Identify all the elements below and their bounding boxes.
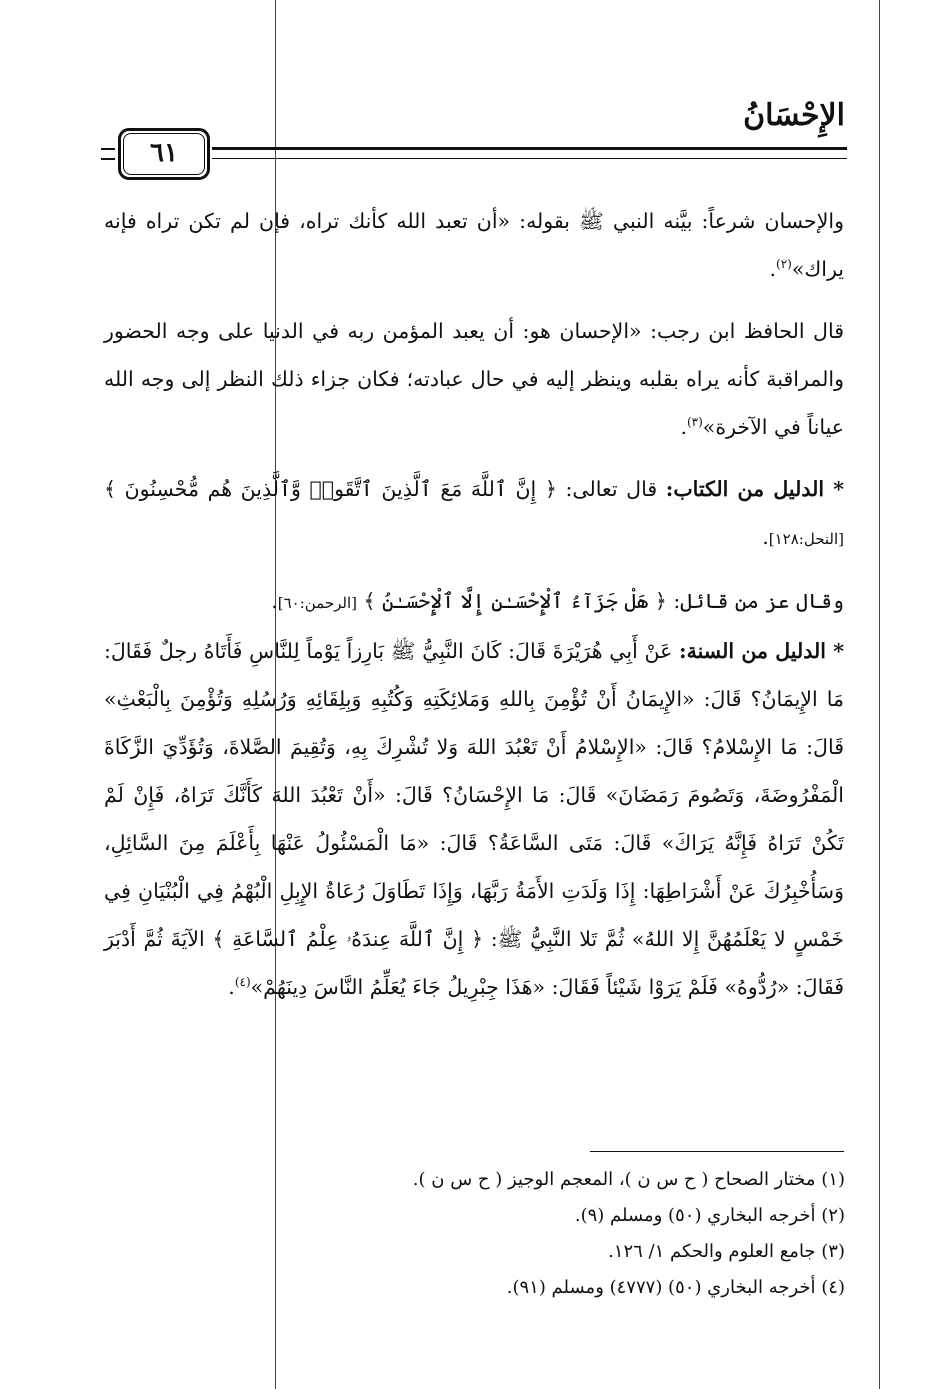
verse-text: وقال عز من قائل: ﴿ هَلْ جَزَآءُ ٱلْإِحْسَـٰنِ إِلَّا ٱلْإِحْسَـٰنُ ﴾	[363, 589, 844, 613]
scan-margin-line	[879, 0, 880, 1389]
hadith-text: عَنْ أَبِي هُرَيْرَةَ قَالَ: كَانَ النَّبِيُّ ﷺ بَارِزاً يَوْماً لِلنَّاسِ فَأَتَاهُ رجلٌ فَقَالَ: مَا الإِيمَانُ؟ قَالَ: «الإِيمَانُ أَنْ تُؤْمِنَ بِاللهِ وَمَلائِكَتِهِ وَكُتُبِهِ وَبِلِقَائِهِ وَرُسُلِهِ وَتُؤْمِنَ بِالْبَعْثِ» قَالَ: مَا الإِسْلامُ؟ قَالَ: «الإِسْلامُ أَنْ تَعْبُدَ اللهَ وَلا تُشْرِكَ بِهِ، وَتُقِيمَ الصَّلاةَ، وَتُؤَدِّيَ الزَّكَاةَ الْمَفْرُوضَةَ، وَتَصُومَ رَمَضَانَ» قَالَ: مَا الإِحْسَانُ؟ قَالَ: «أَنْ تَعْبُدَ اللهَ كَأَنَّكَ تَرَاهُ، فَإِنْ لَمْ تَكُنْ تَرَاهُ فَإِنَّهُ يَرَاكَ» قَالَ: مَتَى السَّاعَةُ؟ قَالَ: «مَا الْمَسْئُولُ عَنْهَا بِأَعْلَمَ مِنَ السَّائِلِ، وَسَأُخْبِرُكَ عَنْ أَشْرَاطِهَا: إِذَا وَلَدَتِ الأَمَةُ رَبَّهَا، وَإِذَا تَطَاوَلَ رُعَاةُ الإِبِلِ الْبُهْمُ فِي الْبُنْيَانِ فِي خَمْسٍ لا يَعْلَمُهُنَّ إِلا اللهُ» ثُمَّ تَلا النَّبِيُّ ﷺ: ﴿ إِنَّ ٱللَّهَ عِندَهُۥ عِلْمُ ٱلسَّاعَةِ ﴾ الآيَةَ ثُمَّ أَدْبَرَ فَقَالَ: «رُدُّوهُ» فَلَمْ يَرَوْا شَيْئاً فَقَالَ: «هَذَا جِبْرِيلُ جَاءَ يُعَلِّمُ النَّاسَ دِينَهُمْ»	[104, 639, 844, 999]
footnote: (٤) أخرجه البخاري (٥٠) (٤٧٧٧) ومسلم (٩١).	[506, 1277, 845, 1298]
paragraph: والإحسان شرعاً: بيَّنه النبي ﷺ بقوله: «أن تعبد الله كأنك تراه، فإن لم تكن تراه فإنه يراك»$^{(٢)}$.	[104, 209, 844, 281]
verse-text: قال تعالى: ﴿ إِنَّ ٱللَّهَ مَعَ ٱلَّذِينَ ٱتَّقَوا۟ وَّٱلَّذِينَ هُم مُّحْسِنُونَ ﴾	[104, 477, 658, 501]
page-number: ٦١	[150, 138, 178, 168]
main-text	[104, 197, 844, 1011]
running-title: الإِحْسَانُ	[743, 98, 845, 133]
footnote-ref: (٤)	[234, 975, 251, 989]
footnote-ref: (٣)	[686, 415, 703, 429]
section-label: * الدليل من السنة:	[679, 639, 844, 663]
paragraph: قال الحافظ ابن رجب: «الإحسان هو: أن يعبد المؤمن ربه في الدنيا على وجه الحضور والمراقبة كأنه يراه بقلبه وينظر إليه في حال عبادته؛ فكان جزاء ذلك النظر إلى وجه الله عياناً في الآخرة»$^{(٣)}$.	[104, 319, 844, 439]
footnote-separator	[590, 1151, 844, 1152]
paragraph: * الدليل من الكتاب: قال تعالى: ﴿ إِنَّ ٱللَّهَ مَعَ ٱلَّذِينَ ٱتَّقَوا۟ وَّٱلَّذِينَ هُم مُّحْسِنُونَ ﴾ [النحل:١٢٨].	[104, 477, 844, 549]
footnote: (٣) جامع العلوم والحكم ١/ ١٢٦.	[608, 1241, 845, 1262]
paragraph: * الدليل من السنة: عَنْ أَبِي هُرَيْرَةَ قَالَ: كَانَ النَّبِيُّ ﷺ بَارِزاً يَوْماً لِلنَّاسِ فَأَتَاهُ رجلٌ فَقَالَ: مَا الإِيمَانُ؟ قَالَ: «الإِيمَانُ أَنْ تُؤْمِنَ بِاللهِ وَمَلائِكَتِهِ وَكُتُبِهِ وَبِلِقَائِهِ وَرُسُلِهِ وَتُؤْمِنَ بِالْبَعْثِ» قَالَ: مَا الإِسْلامُ؟ قَالَ: «الإِسْلامُ أَنْ تَعْبُدَ اللهَ وَلا تُشْرِكَ بِهِ، وَتُقِيمَ الصَّلاةَ، وَتُؤَدِّيَ الزَّكَاةَ الْمَفْرُوضَةَ، وَتَصُومَ رَمَضَانَ» قَالَ: مَا الإِحْسَانُ؟ قَالَ: «أَنْ تَعْبُدَ اللهَ كَأَنَّكَ تَرَاهُ، فَإِنْ لَمْ تَكُنْ تَرَاهُ فَإِنَّهُ يَرَاكَ» قَالَ: مَتَى السَّاعَةُ؟ قَالَ: «مَا الْمَسْئُولُ عَنْهَا بِأَعْلَمَ مِنَ السَّائِلِ، وَسَأُخْبِرُكَ عَنْ أَشْرَاطِهَا: إِذَا وَلَدَتِ الأَمَةُ رَبَّهَا، وَإِذَا تَطَاوَلَ رُعَاةُ الإِبِلِ الْبُهْمُ فِي الْبُنْيَانِ فِي خَمْسٍ لا يَعْلَمُهُنَّ إِلا اللهُ» ثُمَّ تَلا النَّبِيُّ ﷺ: ﴿ إِنَّ ٱللَّهَ عِندَهُۥ عِلْمُ ٱلسَّاعَةِ ﴾ الآيَةَ ثُمَّ أَدْبَرَ فَقَالَ: «رُدُّوهُ» فَلَمْ يَرَوْا شَيْئاً فَقَالَ: «هَذَا جِبْرِيلُ جَاءَ يُعَلِّمُ النَّاسَ دِينَهُمْ»$^{(٤)}$.	[104, 639, 844, 999]
paragraph-text: والإحسان شرعاً: بيَّنه النبي ﷺ بقوله: «أن تعبد الله كأنك تراه، فإن لم تكن تراه فإنه يراك»	[104, 209, 844, 281]
verse-citation: [الرحمن:٦٠]	[277, 594, 357, 612]
paragraph-text: قال الحافظ ابن رجب: «الإحسان هو: أن يعبد المؤمن ربه في الدنيا على وجه الحضور والمراقبة كأنه يراه بقلبه وينظر إليه في حال عبادته؛ فكان جزاء ذلك النظر إلى وجه الله عياناً في الآخرة»	[104, 319, 844, 439]
page-number-box	[118, 128, 210, 180]
footnote-ref: (٢)	[776, 257, 792, 271]
section-label: * الدليل من الكتاب:	[665, 477, 844, 501]
footnote: (٢) أخرجه البخاري (٥٠) ومسلم (٩).	[574, 1205, 845, 1226]
paragraph: وقال عز من قائل: ﴿ هَلْ جَزَآءُ ٱلْإِحْسَـٰنِ إِلَّا ٱلْإِحْسَـٰنُ ﴾ [الرحمن:٦٠].	[271, 589, 844, 613]
header-rule-end-mark	[101, 148, 115, 160]
footnote: (١) مختار الصحاح ( ح س ن )، المعجم الوجيز ( ح س ن ).	[412, 1169, 845, 1190]
verse-citation: [النحل:١٢٨]	[768, 530, 844, 548]
header-rule	[212, 147, 847, 159]
footnotes	[300, 1162, 845, 1306]
